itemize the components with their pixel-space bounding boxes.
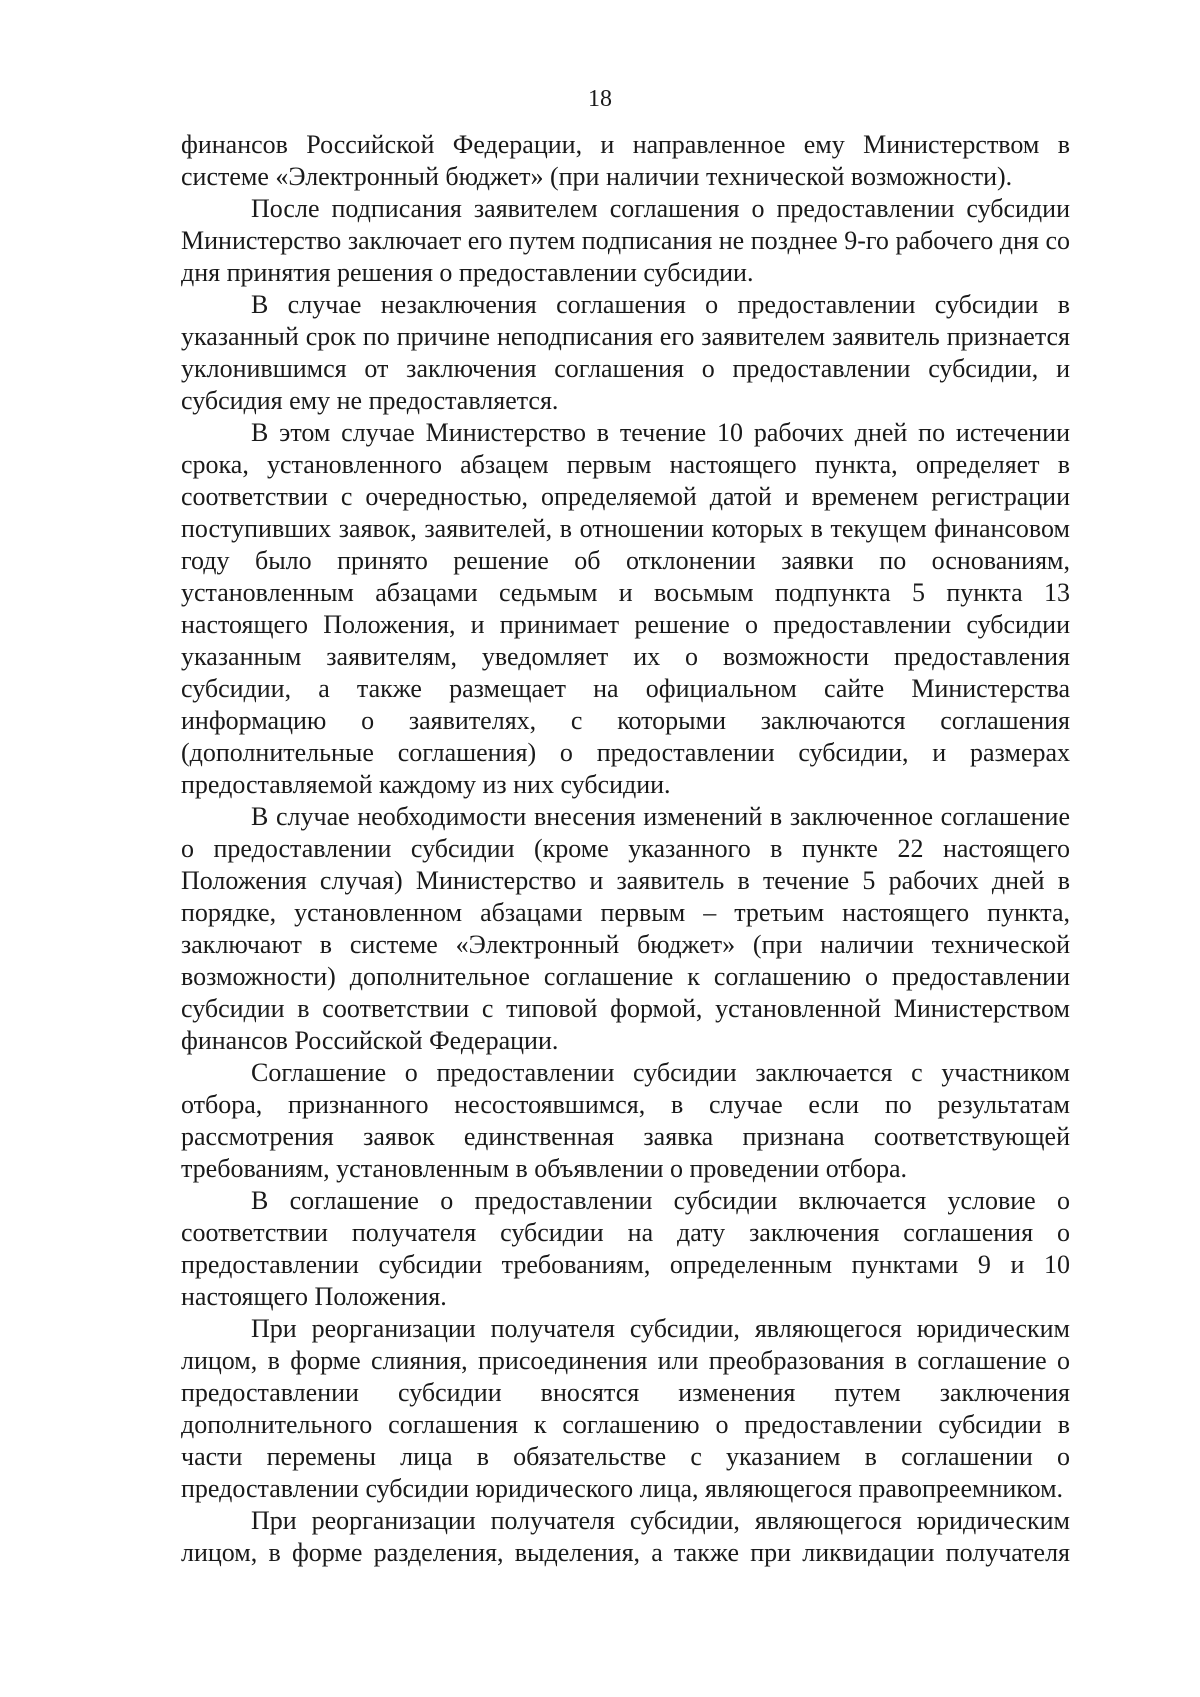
paragraph: После подписания заявителем соглашения о предоставлении субсидии Министерство заключает его путем подписания не позднее 9-го рабочего дня со дня принятия решения о предоставлении субсидии. xyxy=(181,194,1070,287)
paragraph-continued: финансов Российской Федерации, и направленное ему Министерством в системе «Электронный бюджет» (при наличии технической возможности). xyxy=(181,130,1070,191)
paragraph: В этом случае Министерство в течение 10 рабочих дней по истечении срока, установленного абзацем первым настоящего пункта, определяет в соответствии с очередностью, определяемой датой и временем регистрации поступивших заявок, заявителей, в отношении которых в текущем финансовом году было принято решение об отклонении заявки по основаниям, установленным абзацами седьмым и восьмым подпункта 5 пункта 13 настоящего Положения, и принимает решение о предоставлении субсидии указанным заявителям, уведомляет их о возможности предоставления субсидии, а также размещает на официальном сайте Министерства информацию о заявителях, с которыми заключаются соглашения (дополнительные соглашения) о предоставлении субсидии, и размерах предоставляемой каждому из них субсидии. xyxy=(181,418,1070,799)
paragraph: В случае необходимости внесения изменений в заключенное соглашение о предоставлении субсидии (кроме указанного в пункте 22 настоящего Положения случая) Министерство и заявитель в течение 5 рабочих дней в порядке, установленном абзацами первым – третьим настоящего пункта, заключают в системе «Электронный бюджет» (при наличии технической возможности) дополнительное соглашение к соглашению о предоставлении субсидии в соответствии с типовой формой, установленной Министерством финансов Российской Федерации. xyxy=(181,802,1070,1055)
paragraph: В соглашение о предоставлении субсидии включается условие о соответствии получателя субсидии на дату заключения соглашения о предоставлении субсидии требованиям, определенным пунктами 9 и 10 настоящего Положения. xyxy=(181,1186,1070,1311)
paragraph: При реорганизации получателя субсидии, являющегося юридическим лицом, в форме слияния, присоединения или преобразования в соглашение о предоставлении субсидии вносятся изменения путем заключения дополнительного соглашения к соглашению о предоставлении субсидии в части перемены лица в обязательстве с указанием в соглашении о предоставлении субсидии юридического лица, являющегося правопреемником. xyxy=(181,1314,1070,1503)
page-number: 18 xyxy=(588,86,612,112)
document-body xyxy=(181,129,1070,1569)
paragraph: В случае незаключения соглашения о предоставлении субсидии в указанный срок по причине неподписания его заявителем заявитель признается уклонившимся от заключения соглашения о предоставлении субсидии, и субсидия ему не предоставляется. xyxy=(181,290,1070,415)
paragraph-truncated: При реорганизации получателя субсидии, являющегося юридическим лицом, в форме разделения, выделения, а также при ликвидации получателя xyxy=(181,1506,1070,1567)
paragraph: Соглашение о предоставлении субсидии заключается с участником отбора, признанного несостоявшимся, в случае если по результатам рассмотрения заявок единственная заявка признана соответствующей требованиям, установленным в объявлении о проведении отбора. xyxy=(181,1058,1070,1183)
